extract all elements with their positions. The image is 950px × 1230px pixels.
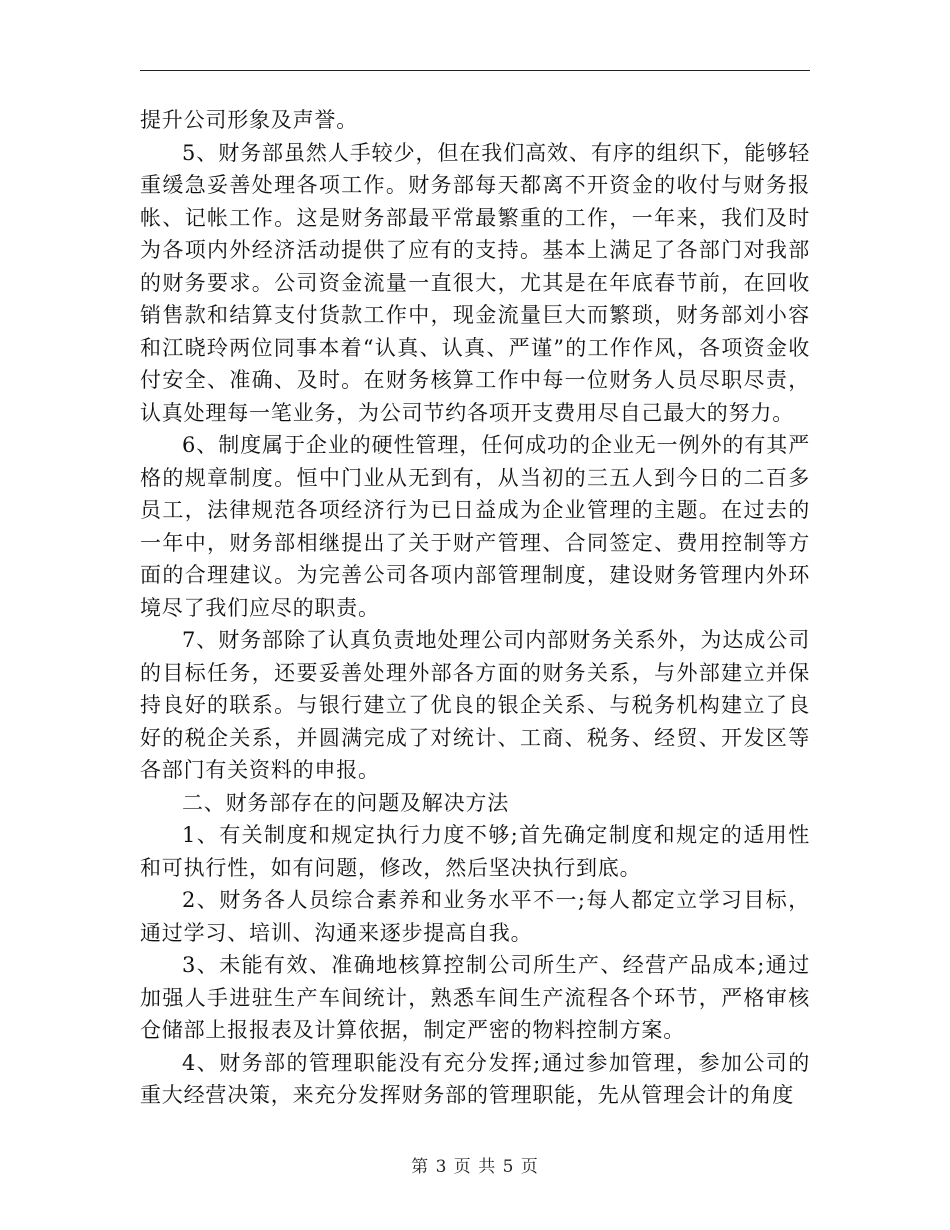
paragraph-problem-1: 1、有关制度和规定执行力度不够;首先确定制度和规定的适用性和可执行性，如有问题，修改，然后坚决执行到底。 xyxy=(140,823,810,880)
paragraph-item-5: 5、财务部虽然人手较少，但在我们高效、有序的组织下，能够轻重缓急妥善处理各项工作。财务部每天都离不开资金的收付与财务报帐、记帐工作。这是财务部最平常最繁重的工作，一年来，我们及时为各项内外经济活动提供了应有的支持。基本上满足了各部门对我部的财务要求。公司资金流量一直很大，尤其是在年底春节前，在回收销售款和结算支付货款工作中，现金流量巨大而繁琐，财务部刘小容和江晓玲两位同事本着“认真、认真、严谨”的工作作风，各项资金收付安全、准确、及时。在财务核算工作中每一位财务人员尽职尽责，认真处理每一笔业务，为公司节约各项开支费用尽自己最大的努力。 xyxy=(140,140,810,425)
paragraph-item-6: 6、制度属于企业的硬性管理，任何成功的企业无一例外的有其严格的规章制度。恒中门业从无到有，从当初的三五人到今日的二百多员工，法律规范各项经济行为已日益成为企业管理的主题。在过去的一年中，财务部相继提出了关于财产管理、合同签定、费用控制等方面的合理建议。为完善公司各项内部管理制度，建设财务管理内外环境尽了我们应尽的职责。 xyxy=(140,433,810,620)
document-body xyxy=(140,104,810,1112)
paragraph-continuation: 提升公司形象及声誉。 xyxy=(140,108,358,132)
paragraph-problem-2: 2、财务各人员综合素养和业务水平不一;每人都定立学习目标，通过学习、培训、沟通来逐步提高自我。 xyxy=(140,888,810,945)
paragraph-problem-3: 3、未能有效、准确地核算控制公司所生产、经营产品成本;通过加强人手进驻生产车间统计，熟悉车间生产流程各个环节，严格审核仓储部上报报表及计算依据，制定严密的物料控制方案。 xyxy=(140,953,810,1042)
section-heading-problems: 二、财务部存在的问题及解决方法 xyxy=(182,790,509,815)
header-rule xyxy=(140,70,810,71)
paragraph-problem-4: 4、财务部的管理职能没有充分发挥;通过参加管理，参加公司的重大经营决策，来充分发挥财务部的管理职能，先从管理会计的角度 xyxy=(140,1050,810,1107)
page-number-footer: 第 3 页 共 5 页 xyxy=(411,1157,539,1177)
paragraph-item-7: 7、财务部除了认真负责地处理公司内部财务关系外，为达成公司的目标任务，还要妥善处理外部各方面的财务关系，与外部建立并保持良好的联系。与银行建立了优良的银企关系、与税务机构建立了良好的税企关系，并圆满完成了对统计、工商、税务、经贸、开发区等各部门有关资料的申报。 xyxy=(140,628,810,782)
